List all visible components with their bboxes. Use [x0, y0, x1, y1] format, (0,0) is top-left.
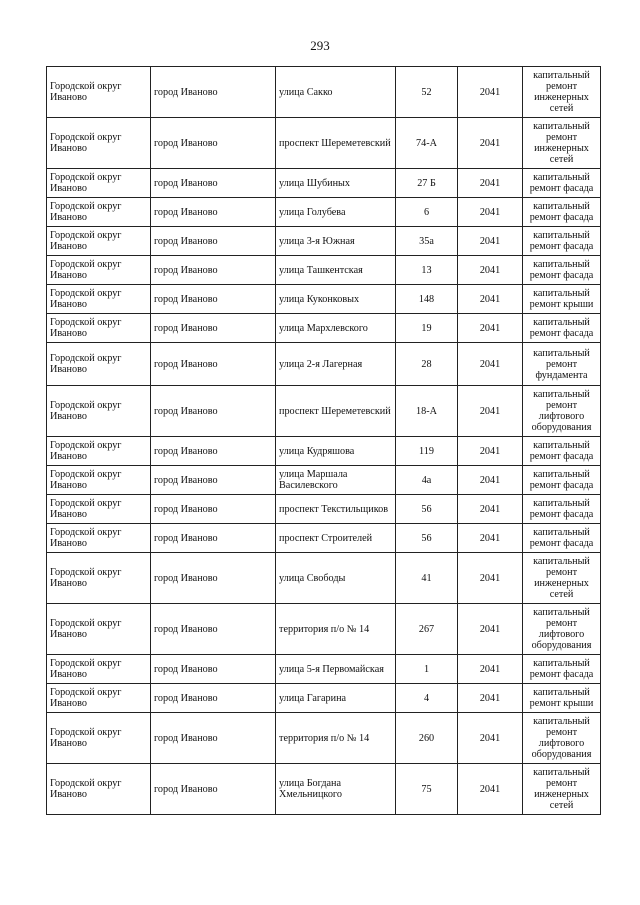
work-type-cell: капитальный ремонт инженерных сетей	[523, 118, 601, 169]
work-type-cell: капитальный ремонт фасада	[523, 495, 601, 524]
municipality-cell: Городской округ Иваново	[47, 227, 151, 256]
settlement-cell: город Иваново	[151, 227, 276, 256]
table-row	[47, 713, 601, 764]
work-type-cell: капитальный ремонт крыши	[523, 285, 601, 314]
house-number-cell: 52	[396, 67, 458, 118]
municipality-cell: Городской округ Иваново	[47, 713, 151, 764]
work-type-cell: капитальный ремонт фасада	[523, 314, 601, 343]
year-cell: 2041	[458, 604, 523, 655]
table-row	[47, 495, 601, 524]
year-cell: 2041	[458, 118, 523, 169]
table-row	[47, 118, 601, 169]
street-cell: проспект Текстильщиков	[276, 495, 396, 524]
settlement-cell: город Иваново	[151, 466, 276, 495]
street-cell: улица 3-я Южная	[276, 227, 396, 256]
work-type-cell: капитальный ремонт фундамента	[523, 343, 601, 386]
municipality-cell: Городской округ Иваново	[47, 466, 151, 495]
settlement-cell: город Иваново	[151, 118, 276, 169]
street-cell: улица Гагарина	[276, 684, 396, 713]
table-row	[47, 604, 601, 655]
municipality-cell: Городской округ Иваново	[47, 198, 151, 227]
repair-schedule-table	[46, 66, 601, 815]
table-row	[47, 67, 601, 118]
house-number-cell: 260	[396, 713, 458, 764]
table-row	[47, 227, 601, 256]
page-number: 293	[310, 38, 330, 53]
municipality-cell: Городской округ Иваново	[47, 604, 151, 655]
table-row	[47, 437, 601, 466]
work-type-cell: капитальный ремонт фасада	[523, 256, 601, 285]
house-number-cell: 18-А	[396, 386, 458, 437]
municipality-cell: Городской округ Иваново	[47, 524, 151, 553]
work-type-cell: капитальный ремонт лифтового оборудования	[523, 386, 601, 437]
work-type-cell: капитальный ремонт фасада	[523, 169, 601, 198]
house-number-cell: 119	[396, 437, 458, 466]
municipality-cell: Городской округ Иваново	[47, 256, 151, 285]
street-cell: улица Богдана Хмельницкого	[276, 764, 396, 815]
work-type-cell: капитальный ремонт крыши	[523, 684, 601, 713]
table-row	[47, 198, 601, 227]
street-cell: улица Свободы	[276, 553, 396, 604]
municipality-cell: Городской округ Иваново	[47, 553, 151, 604]
table-row	[47, 764, 601, 815]
work-type-cell: капитальный ремонт инженерных сетей	[523, 67, 601, 118]
house-number-cell: 13	[396, 256, 458, 285]
year-cell: 2041	[458, 684, 523, 713]
work-type-cell: капитальный ремонт фасада	[523, 227, 601, 256]
year-cell: 2041	[458, 495, 523, 524]
year-cell: 2041	[458, 713, 523, 764]
municipality-cell: Городской округ Иваново	[47, 314, 151, 343]
year-cell: 2041	[458, 466, 523, 495]
year-cell: 2041	[458, 437, 523, 466]
table-row	[47, 553, 601, 604]
settlement-cell: город Иваново	[151, 67, 276, 118]
street-cell: улица Мархлевского	[276, 314, 396, 343]
work-type-cell: капитальный ремонт фасада	[523, 198, 601, 227]
settlement-cell: город Иваново	[151, 386, 276, 437]
municipality-cell: Городской округ Иваново	[47, 655, 151, 684]
year-cell: 2041	[458, 67, 523, 118]
municipality-cell: Городской округ Иваново	[47, 67, 151, 118]
table-row	[47, 314, 601, 343]
municipality-cell: Городской округ Иваново	[47, 169, 151, 198]
municipality-cell: Городской округ Иваново	[47, 684, 151, 713]
street-cell: проспект Строителей	[276, 524, 396, 553]
municipality-cell: Городской округ Иваново	[47, 386, 151, 437]
house-number-cell: 27 Б	[396, 169, 458, 198]
street-cell: территория п/о № 14	[276, 604, 396, 655]
work-type-cell: капитальный ремонт инженерных сетей	[523, 764, 601, 815]
house-number-cell: 148	[396, 285, 458, 314]
year-cell: 2041	[458, 198, 523, 227]
settlement-cell: город Иваново	[151, 553, 276, 604]
work-type-cell: капитальный ремонт лифтового оборудования	[523, 604, 601, 655]
settlement-cell: город Иваново	[151, 314, 276, 343]
work-type-cell: капитальный ремонт фасада	[523, 655, 601, 684]
table-row	[47, 256, 601, 285]
settlement-cell: город Иваново	[151, 256, 276, 285]
settlement-cell: город Иваново	[151, 655, 276, 684]
table-body	[47, 67, 601, 815]
house-number-cell: 19	[396, 314, 458, 343]
year-cell: 2041	[458, 256, 523, 285]
table-row	[47, 285, 601, 314]
street-cell: улица Куконковых	[276, 285, 396, 314]
street-cell: улица Кудряшова	[276, 437, 396, 466]
municipality-cell: Городской округ Иваново	[47, 764, 151, 815]
work-type-cell: капитальный ремонт лифтового оборудования	[523, 713, 601, 764]
municipality-cell: Городской округ Иваново	[47, 285, 151, 314]
year-cell: 2041	[458, 764, 523, 815]
year-cell: 2041	[458, 386, 523, 437]
work-type-cell: капитальный ремонт инженерных сетей	[523, 553, 601, 604]
year-cell: 2041	[458, 553, 523, 604]
house-number-cell: 35а	[396, 227, 458, 256]
street-cell: улица 5-я Первомайская	[276, 655, 396, 684]
street-cell: улица Маршала Василевского	[276, 466, 396, 495]
street-cell: улица Сакко	[276, 67, 396, 118]
year-cell: 2041	[458, 314, 523, 343]
work-type-cell: капитальный ремонт фасада	[523, 466, 601, 495]
work-type-cell: капитальный ремонт фасада	[523, 437, 601, 466]
house-number-cell: 56	[396, 524, 458, 553]
table-row	[47, 655, 601, 684]
street-cell: улица 2-я Лагерная	[276, 343, 396, 386]
house-number-cell: 56	[396, 495, 458, 524]
year-cell: 2041	[458, 343, 523, 386]
settlement-cell: город Иваново	[151, 343, 276, 386]
house-number-cell: 74-А	[396, 118, 458, 169]
settlement-cell: город Иваново	[151, 524, 276, 553]
settlement-cell: город Иваново	[151, 764, 276, 815]
house-number-cell: 6	[396, 198, 458, 227]
settlement-cell: город Иваново	[151, 198, 276, 227]
municipality-cell: Городской округ Иваново	[47, 118, 151, 169]
year-cell: 2041	[458, 285, 523, 314]
settlement-cell: город Иваново	[151, 604, 276, 655]
table-row	[47, 524, 601, 553]
settlement-cell: город Иваново	[151, 713, 276, 764]
street-cell: территория п/о № 14	[276, 713, 396, 764]
work-type-cell: капитальный ремонт фасада	[523, 524, 601, 553]
house-number-cell: 1	[396, 655, 458, 684]
house-number-cell: 4а	[396, 466, 458, 495]
street-cell: проспект Шереметевский	[276, 118, 396, 169]
house-number-cell: 4	[396, 684, 458, 713]
house-number-cell: 41	[396, 553, 458, 604]
house-number-cell: 75	[396, 764, 458, 815]
year-cell: 2041	[458, 655, 523, 684]
table-row	[47, 169, 601, 198]
table-row	[47, 684, 601, 713]
house-number-cell: 267	[396, 604, 458, 655]
municipality-cell: Городской округ Иваново	[47, 495, 151, 524]
municipality-cell: Городской округ Иваново	[47, 437, 151, 466]
house-number-cell: 28	[396, 343, 458, 386]
year-cell: 2041	[458, 524, 523, 553]
settlement-cell: город Иваново	[151, 495, 276, 524]
municipality-cell: Городской округ Иваново	[47, 343, 151, 386]
settlement-cell: город Иваново	[151, 684, 276, 713]
table-row	[47, 466, 601, 495]
settlement-cell: город Иваново	[151, 437, 276, 466]
table-row	[47, 386, 601, 437]
street-cell: улица Голубева	[276, 198, 396, 227]
settlement-cell: город Иваново	[151, 285, 276, 314]
street-cell: проспект Шереметевский	[276, 386, 396, 437]
year-cell: 2041	[458, 227, 523, 256]
street-cell: улица Шубиных	[276, 169, 396, 198]
street-cell: улица Ташкентская	[276, 256, 396, 285]
year-cell: 2041	[458, 169, 523, 198]
settlement-cell: город Иваново	[151, 169, 276, 198]
table-row	[47, 343, 601, 386]
